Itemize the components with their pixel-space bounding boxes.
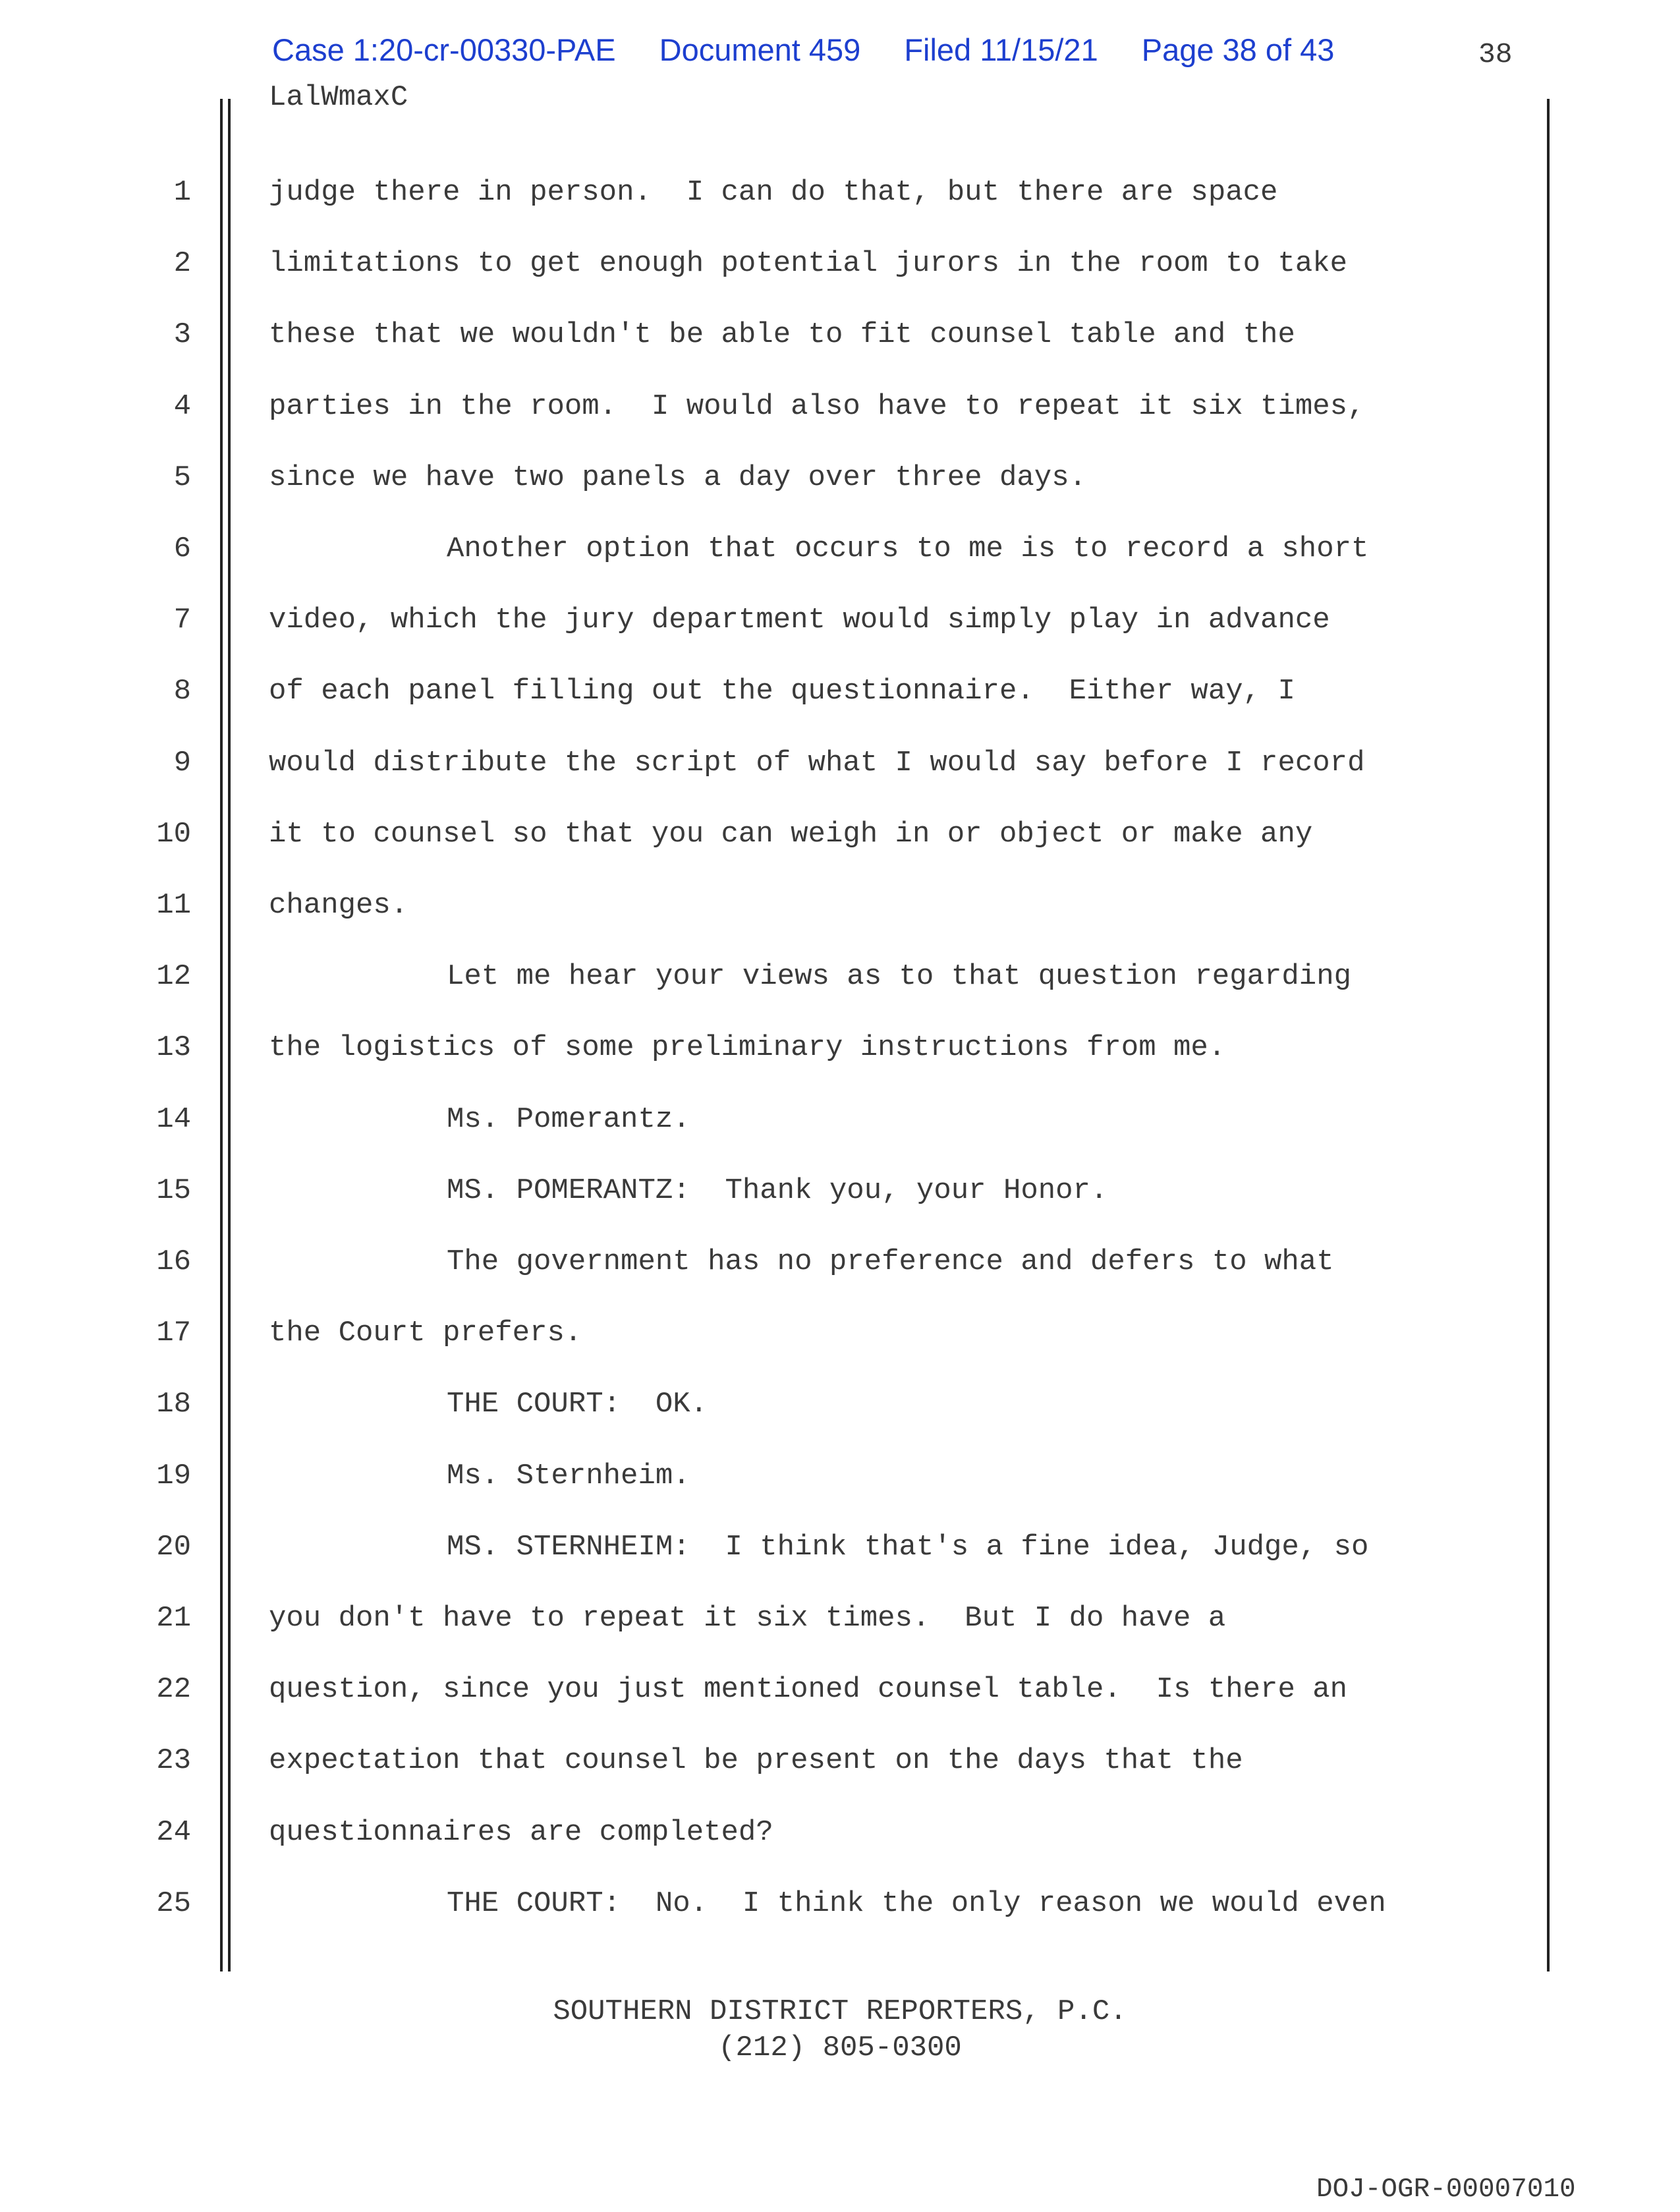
line-number: 4 — [173, 389, 191, 423]
transcript-line — [0, 604, 1680, 643]
line-number: 9 — [173, 746, 191, 780]
transcript-line — [0, 889, 1680, 928]
line-text: these that we wouldn't be able to fit counsel table and the — [269, 318, 1295, 352]
line-text: MS. STERNHEIM: I think that's a fine idea, Judge, so — [447, 1530, 1369, 1564]
line-number: 19 — [156, 1459, 191, 1492]
line-text: question, since you just mentioned counsel table. Is there an — [269, 1673, 1348, 1707]
line-number: 11 — [156, 889, 191, 922]
line-text: video, which the jury department would simply play in advance — [269, 604, 1330, 637]
transcript-line — [0, 960, 1680, 1000]
line-text: Let me hear your views as to that question regarding — [447, 960, 1352, 994]
line-number: 24 — [156, 1815, 191, 1849]
line-number: 12 — [156, 960, 191, 994]
line-number: 5 — [173, 461, 191, 494]
transcript-line — [0, 1317, 1680, 1356]
line-text: it to counsel so that you can weigh in or object or make any — [269, 817, 1313, 851]
line-text: judge there in person. I can do that, but there are space — [269, 176, 1278, 209]
line-text: THE COURT: OK. — [447, 1388, 708, 1421]
line-text: Another option that occurs to me is to record a short — [447, 532, 1369, 565]
reporter-phone: (212) 805-0300 — [718, 2031, 962, 2064]
transcript-line — [0, 1887, 1680, 1927]
transcript-line — [0, 532, 1680, 572]
line-text: The government has no preference and defers to what — [447, 1245, 1334, 1278]
transcript-line — [0, 1531, 1680, 1570]
transcript-line — [0, 1673, 1680, 1713]
line-number: 23 — [156, 1744, 191, 1778]
transcript-line — [0, 1174, 1680, 1214]
line-text: expectation that counsel be present on the days that the — [269, 1744, 1243, 1778]
line-number: 3 — [173, 318, 191, 352]
transcript-line — [0, 1245, 1680, 1285]
line-number: 8 — [173, 675, 191, 708]
transcript-line — [0, 461, 1680, 501]
transcript-line — [0, 747, 1680, 786]
line-text: the Court prefers. — [269, 1317, 582, 1350]
transcript-line — [0, 1602, 1680, 1641]
transcript-line — [0, 390, 1680, 430]
reporter-name: SOUTHERN DISTRICT REPORTERS, P.C. — [553, 1995, 1127, 2028]
line-text: the logistics of some preliminary instructions from me. — [269, 1031, 1226, 1065]
line-text: limitations to get enough potential jurors in the room to take — [269, 247, 1348, 281]
transcript-line — [0, 1388, 1680, 1427]
transcript-line — [0, 1103, 1680, 1143]
line-text: parties in the room. I would also have to repeat it six times, — [269, 389, 1365, 423]
line-text: since we have two panels a day over three days. — [269, 461, 1087, 494]
line-number: 20 — [156, 1530, 191, 1564]
line-text: you don't have to repeat it six times. But I do have a — [269, 1602, 1226, 1635]
page-of-total: Page 38 of 43 — [1141, 32, 1335, 67]
line-text: of each panel filling out the questionnaire. Either way, I — [269, 675, 1295, 708]
line-number: 15 — [156, 1174, 191, 1207]
line-text: MS. POMERANTZ: Thank you, your Honor. — [447, 1174, 1108, 1207]
line-text: Ms. Pomerantz. — [447, 1102, 690, 1136]
line-text: would distribute the script of what I would say before I record — [269, 746, 1365, 780]
line-number: 2 — [173, 247, 191, 281]
line-number: 17 — [156, 1317, 191, 1350]
line-number: 21 — [156, 1602, 191, 1635]
transcript-line — [0, 1744, 1680, 1784]
line-number: 22 — [156, 1673, 191, 1707]
line-number: 25 — [156, 1886, 191, 1920]
transcript-line — [0, 675, 1680, 714]
page-number: 38 — [1478, 38, 1513, 71]
line-number: 16 — [156, 1245, 191, 1278]
transcript-line — [0, 1031, 1680, 1071]
line-text: questionnaires are completed? — [269, 1815, 773, 1849]
line-number: 1 — [173, 176, 191, 209]
line-text: THE COURT: No. I think the only reason we would even — [447, 1886, 1386, 1920]
transcript-line — [0, 176, 1680, 215]
line-number: 10 — [156, 817, 191, 851]
line-text: changes. — [269, 889, 408, 922]
filed-date: Filed 11/15/21 — [904, 32, 1098, 67]
line-number: 13 — [156, 1031, 191, 1065]
line-number: 18 — [156, 1388, 191, 1421]
line-number: 6 — [173, 532, 191, 565]
document-number: Document 459 — [659, 32, 861, 67]
transcript-line — [0, 318, 1680, 358]
transcript-line — [0, 1460, 1680, 1499]
transcript-line — [0, 818, 1680, 857]
line-number: 7 — [173, 604, 191, 637]
line-text: Ms. Sternheim. — [447, 1459, 690, 1492]
transcript-line — [0, 247, 1680, 287]
line-number: 14 — [156, 1102, 191, 1136]
transcript-line — [0, 1816, 1680, 1856]
transcript-code: LalWmaxC — [269, 81, 408, 114]
bates-number: DOJ-OGR-00007010 — [1316, 2174, 1576, 2205]
filing-header — [272, 32, 1334, 68]
case-number: Case 1:20-cr-00330-PAE — [272, 32, 616, 67]
